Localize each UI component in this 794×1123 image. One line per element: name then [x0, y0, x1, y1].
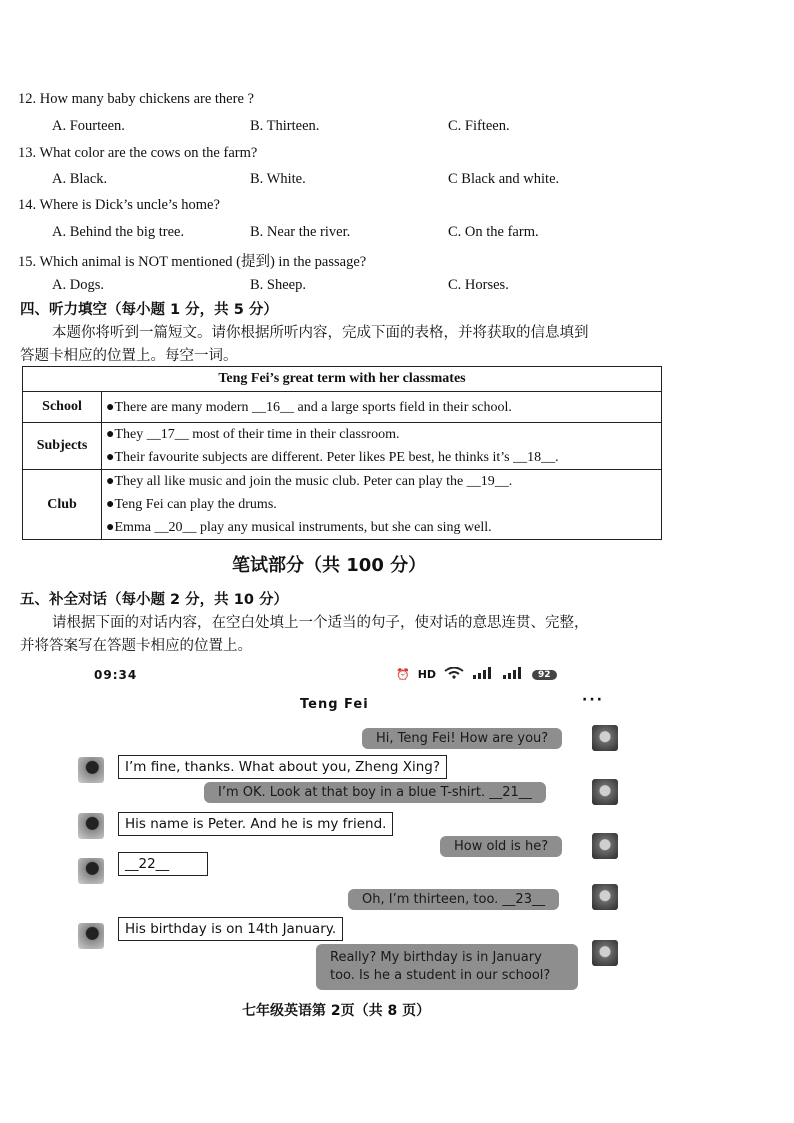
option-13a: A. Black.	[52, 171, 108, 187]
avatar-zheng-xing	[78, 757, 104, 783]
avatar-zheng-xing	[78, 813, 104, 839]
question-15: 15. Which animal is NOT mentioned (提到) in the passage?	[18, 254, 367, 270]
row-content-subjects	[102, 423, 662, 470]
table-line: ●They all like music and join the music club. Peter can play the __19__.	[106, 474, 513, 489]
message-left: I’m fine, thanks. What about you, Zheng Xing?	[118, 755, 447, 779]
row-label-club: Club	[23, 470, 102, 540]
battery-indicator: 92	[532, 670, 557, 680]
question-12: 12. How many baby chickens are there ?	[18, 91, 254, 107]
message-left: __22__	[118, 852, 208, 876]
avatar-teng-fei	[592, 940, 618, 966]
written-section-title: 笔试部分（共 100 分）	[232, 555, 427, 576]
table-line: ●They __17__ most of their time in their classroom.	[106, 427, 400, 442]
info-table	[22, 366, 662, 540]
table-row-school	[23, 392, 662, 423]
option-13c: C Black and white.	[448, 171, 560, 187]
section-5-instruction-2: 并将答案写在答题卡相应的位置上。	[20, 638, 252, 654]
message-left: His birthday is on 14th January.	[118, 917, 343, 941]
status-time: 09:34	[94, 668, 138, 682]
option-14a: A. Behind the big tree.	[52, 224, 185, 240]
table-line: ●Their favourite subjects are different. Peter likes PE best, he thinks it’s __18__.	[106, 450, 559, 465]
section-5-heading: 五、补全对话（每小题 2 分，共 10 分）	[20, 592, 288, 608]
table-row-club	[23, 470, 662, 540]
table-line: ●There are many modern __16__ and a large sports field in their school.	[106, 399, 512, 415]
message-right: How old is he?	[440, 836, 562, 857]
row-content-club	[102, 470, 662, 540]
section-4-heading: 四、听力填空（每小题 1 分，共 5 分）	[20, 302, 278, 318]
table-row-subjects	[23, 423, 662, 470]
signal-icon-2	[502, 667, 524, 682]
option-15c: C. Horses.	[448, 277, 509, 293]
option-13b: B. White.	[250, 171, 306, 187]
question-13: 13. What color are the cows on the farm?	[18, 145, 258, 161]
avatar-teng-fei	[592, 833, 618, 859]
avatar-teng-fei	[592, 884, 618, 910]
avatar-teng-fei	[592, 779, 618, 805]
hd-icon: HD	[417, 668, 437, 681]
section-4-instruction-2: 答题卡相应的位置上。每空一词。	[20, 348, 238, 364]
row-label-subjects: Subjects	[23, 423, 102, 470]
signal-icon	[472, 667, 494, 682]
chat-title: Teng Fei	[300, 697, 369, 712]
message-left: His name is Peter. And he is my friend.	[118, 812, 393, 836]
row-content-school	[102, 392, 662, 423]
question-14: 14. Where is Dick’s uncle’s home?	[18, 197, 220, 213]
message-right: Oh, I’m thirteen, too. __23__	[348, 889, 559, 910]
more-options-icon[interactable]: ···	[582, 692, 604, 708]
avatar-zheng-xing	[78, 923, 104, 949]
row-label-school: School	[23, 392, 102, 423]
avatar-teng-fei	[592, 725, 618, 751]
option-12c: C. Fifteen.	[448, 118, 510, 134]
option-14c: C. On the farm.	[448, 224, 539, 240]
status-bar-icons	[396, 667, 557, 682]
avatar-zheng-xing	[78, 858, 104, 884]
alarm-icon: ⏰	[396, 668, 410, 681]
section-4-instruction-1: 本题你将听到一篇短文。请你根据所听内容，完成下面的表格，并将获取的信息填到	[52, 325, 589, 341]
message-right: Really? My birthday is in January too. Is he a student in our school?	[316, 944, 578, 990]
message-right: I’m OK. Look at that boy in a blue T-shirt. __21__	[204, 782, 546, 803]
option-15b: B. Sheep.	[250, 277, 306, 293]
wifi-icon	[444, 667, 464, 682]
option-15a: A. Dogs.	[52, 277, 104, 293]
table-title: Teng Fei’s great term with her classmates	[23, 367, 662, 392]
option-12b: B. Thirteen.	[250, 118, 320, 134]
section-5-instruction-1: 请根据下面的对话内容，在空白处填上一个适当的句子，使对话的意思连贯、完整，	[52, 615, 589, 631]
option-12a: A. Fourteen.	[52, 118, 125, 134]
table-line: ●Emma __20__ play any musical instruments, but she can sing well.	[106, 520, 492, 535]
table-line: ●Teng Fei can play the drums.	[106, 497, 277, 512]
message-right: Hi, Teng Fei! How are you?	[362, 728, 562, 749]
option-14b: B. Near the river.	[250, 224, 351, 240]
page-footer: 七年级英语第 2页（共 8 页）	[242, 1003, 431, 1019]
